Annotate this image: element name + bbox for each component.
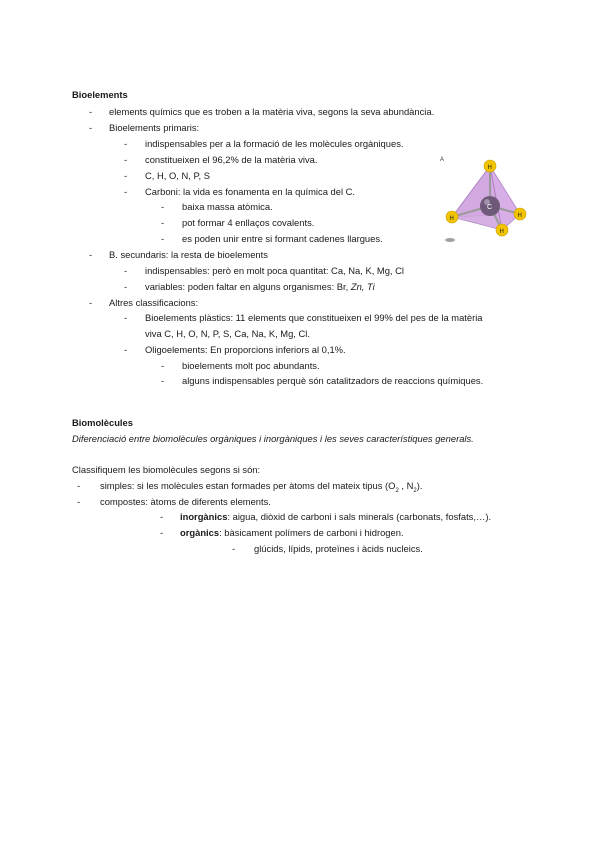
list-item: es poden unir entre si formant cadenes llargues. (182, 233, 383, 244)
organics-label: orgànics (180, 527, 220, 538)
bullet-dash: - (89, 106, 93, 117)
list-item: alguns indispensables perquè són catalitzadors de reaccions químiques. (182, 375, 484, 386)
bullet-dash: - (161, 375, 165, 386)
list-item: Carboni: la vida es fonamenta en la química del C. (145, 186, 356, 197)
bullet-dash: - (160, 527, 164, 538)
list-item: pot formar 4 enllaços covalents. (182, 217, 315, 228)
figure-label: A (440, 157, 445, 163)
list-item: baixa massa atòmica. (182, 201, 273, 212)
bullet-dash: - (161, 201, 165, 212)
list-item: indispensables: però en molt poca quantitat: Ca, Na, K, Mg, Cl (145, 265, 404, 276)
heading-biomolecules: Biomolècules (72, 417, 133, 428)
list-item: bioelements molt poc abundants. (182, 360, 320, 371)
methane-molecule-figure (438, 150, 534, 246)
list-item: Oligoelements: En proporcions inferiors al 0,1%. (145, 344, 346, 355)
bullet-dash: - (124, 312, 128, 323)
organics-text: : bàsicament polímers de carboni i hidrogen. (219, 527, 404, 538)
list-item-simples (100, 480, 422, 497)
bullet-dash: - (124, 170, 128, 181)
list-item: Bioelements primaris: (109, 122, 200, 133)
list-item-continuation: viva C, H, O, N, P, S, Ca, Na, K, Mg, Cl. (145, 328, 310, 339)
list-item: compostes: àtoms de diferents elements. (100, 496, 271, 507)
bullet-dash: - (89, 122, 93, 133)
bullet-dash: - (89, 297, 93, 308)
list-item: Bioelements plàstics: 11 elements que constitueixen el 99% del pes de la matèria (145, 312, 483, 323)
list-item: B. secundaris: la resta de bioelements (109, 249, 268, 260)
bullet-dash: - (77, 496, 81, 507)
list-item: C, H, O, N, P, S (145, 170, 210, 181)
bullet-dash: - (124, 344, 128, 355)
inorganics-label: inorgànics (180, 511, 228, 522)
heading-bioelements: Bioelements (72, 89, 128, 100)
list-item-italic: Zn, Ti (350, 281, 375, 292)
subscript: 2 (413, 487, 417, 494)
tetrahedron-diagram (438, 150, 534, 246)
list-item-organics (180, 527, 404, 539)
hydrogen-label: H (517, 213, 522, 219)
hydrogen-label: H (487, 165, 492, 171)
bullet-dash: - (124, 281, 128, 292)
bullet-dash: - (124, 186, 128, 197)
simples-text: ). (416, 480, 423, 491)
bullet-dash: - (124, 154, 128, 165)
inorganics-text: : aigua, diòxid de carboni i sals minerals (carbonats, fosfats,…). (227, 511, 492, 522)
list-item-inorganics (180, 511, 491, 523)
list-item: Altres classificacions: (109, 297, 199, 308)
shadow (445, 238, 455, 242)
bullet-dash: - (124, 138, 128, 149)
bullet-dash: - (161, 360, 165, 371)
hydrogen-label: H (449, 216, 454, 222)
list-item (145, 281, 375, 293)
bullet-dash: - (160, 511, 164, 522)
list-item: constitueixen el 96,2% de la matèria viva. (145, 154, 318, 165)
simples-text: , N (398, 480, 414, 491)
subscript: 2 (395, 487, 399, 494)
bullet-dash: - (232, 543, 236, 554)
hydrogen-label: H (499, 229, 504, 235)
list-item: glúcids, lípids, proteïnes i àcids nucleics. (254, 543, 423, 554)
carbon-label: C (487, 204, 493, 211)
bullet-dash: - (89, 249, 93, 260)
simples-text: simples: si les molècules estan formades per àtoms del mateix tipus (O (100, 480, 396, 491)
list-item: elements químics que es troben a la matèria viva, segons la seva abundància. (109, 106, 435, 117)
section-subtitle: Diferenciació entre biomolècules orgàniques i inorgàniques i les seves característiques generals. (72, 433, 474, 444)
bullet-dash: - (161, 217, 165, 228)
list-item: indispensables per a la formació de les molècules orgàniques. (145, 138, 404, 149)
bullet-dash: - (161, 233, 165, 244)
bullet-dash: - (77, 480, 81, 491)
intro-text: Classifiquem les biomolècules segons si són: (72, 464, 261, 475)
bullet-dash: - (124, 265, 128, 276)
list-item-text: variables: poden faltar en alguns organismes: Br, (145, 281, 351, 292)
